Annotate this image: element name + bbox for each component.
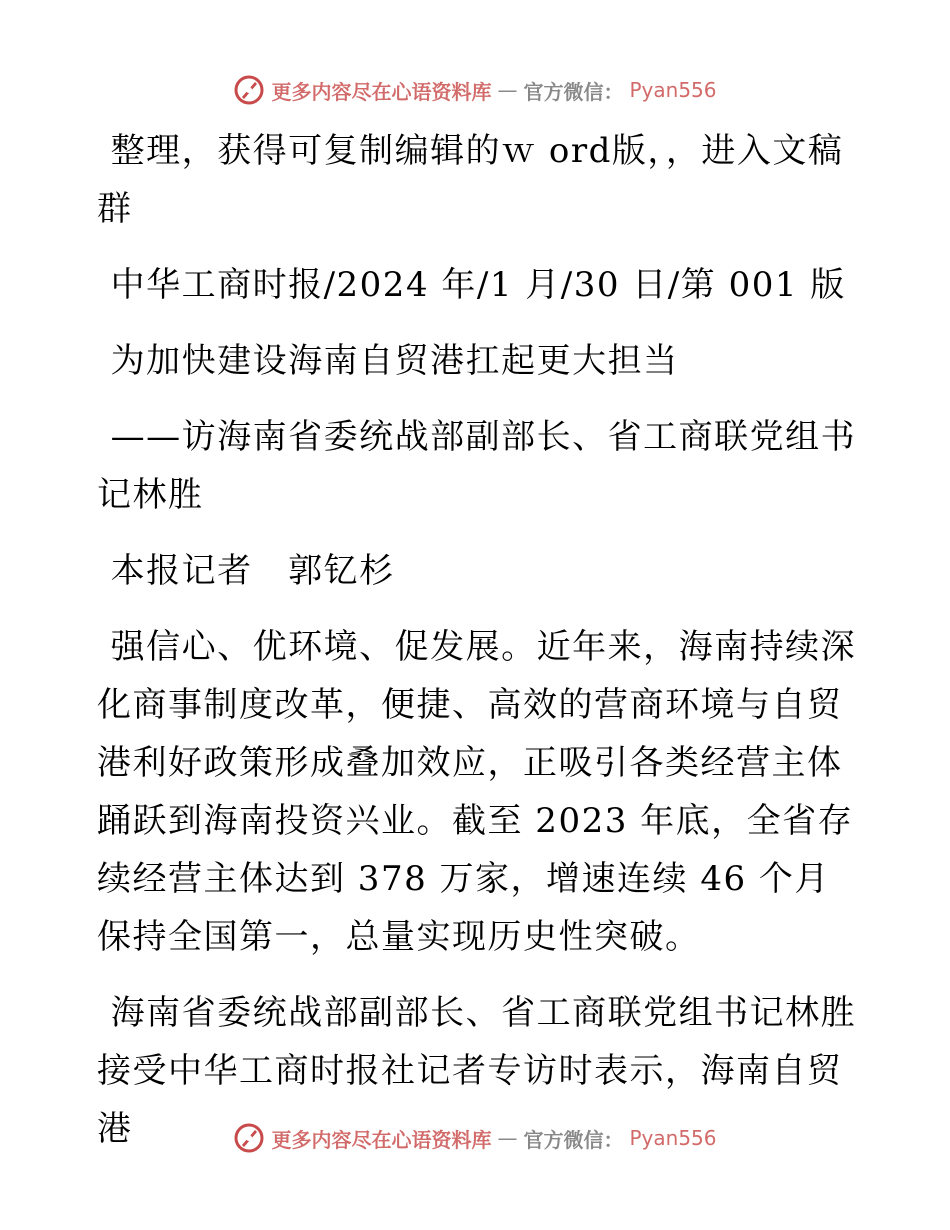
watermark-wechat-label: 官方微信： <box>523 1127 624 1152</box>
document-body <box>97 122 857 1176</box>
intro-line: 整理，获得可复制编辑的ｗ ord版，，进入文稿群 <box>97 131 844 229</box>
watermark-wechat-label: 官方微信： <box>523 79 624 104</box>
byline: 本报记者 郭钇杉 <box>110 551 395 591</box>
footer-watermark <box>0 1118 950 1158</box>
watermark-site-text: 更多内容尽在心语资料库 <box>271 1127 492 1152</box>
quill-seal-icon <box>233 74 265 106</box>
publication-line: 中华工商时报/2024 年/1 月/30 日/第 001 版 <box>110 265 846 305</box>
body-paragraph: 强信心、优环境、促发展。近年来，海南持续深化商事制度改革，便捷、高效的营商环境与自贸港利好政策形成叠加效应，正吸引各类经营主体踊跃到海南投资兴业。截至 2023 年底，全省存续经营主体达到 378 万家，增速连续 46 个月保持全国第一，总量实现历史性突破。 <box>97 627 857 957</box>
watermark-wechat-id: Pyan556 <box>629 1126 717 1150</box>
article-subtitle: ——访海南省委统战部副部长、省工商联党组书记林胜 <box>97 417 857 515</box>
watermark-separator: — <box>497 78 518 102</box>
watermark-wechat-id: Pyan556 <box>629 78 717 102</box>
watermark-separator: — <box>497 1126 518 1150</box>
body-paragraph: 海南省委统战部副部长、省工商联党组书记林胜接受中华工商时报社记者专访时表示，海南自贸港 <box>97 993 857 1149</box>
article-title: 为加快建设海南自贸港扛起更大担当 <box>110 341 679 381</box>
watermark-site-text: 更多内容尽在心语资料库 <box>271 79 492 104</box>
header-watermark <box>0 70 950 110</box>
quill-seal-icon <box>233 1122 265 1154</box>
